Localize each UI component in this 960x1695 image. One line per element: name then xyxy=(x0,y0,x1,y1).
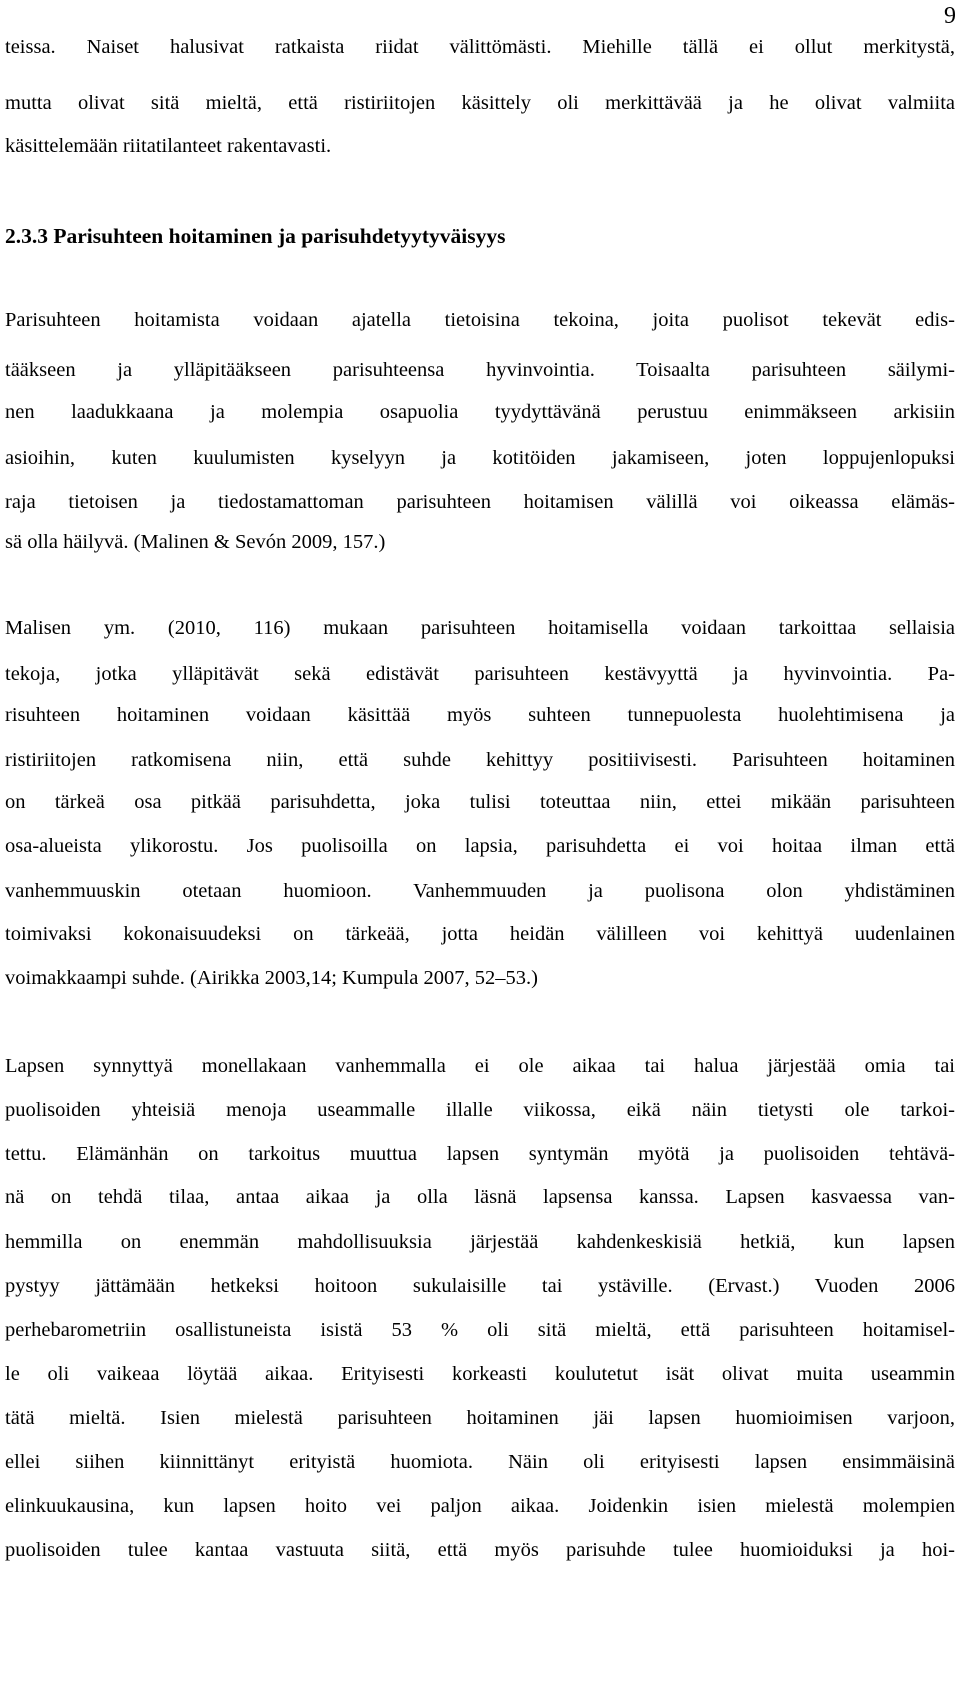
paragraph2-line-9: voimakkaampi suhde. (Airikka 2003,14; Kumpula 2007, 52–53.) xyxy=(5,967,538,989)
paragraph2-line-7: vanhemmuuskin otetaan huomioon. Vanhemmuuden ja puolisona olon yhdistäminen xyxy=(5,880,955,902)
paragraph1-line-3: nen laadukkaana ja molempia osapuolia tyydyttävänä perustuu enimmäkseen arkisiin xyxy=(5,401,955,423)
paragraph2-line-4: ristiriitojen ratkomisena niin, että suhde kehittyy positiivisesti. Parisuhteen hoitaminen xyxy=(5,749,955,771)
paragraph3-line-12: puolisoiden tulee kantaa vastuuta siitä, että myös parisuhde tulee huomioiduksi ja hoi- xyxy=(5,1539,955,1561)
paragraph3-line-8: le oli vaikeaa löytää aikaa. Erityisesti korkeasti koulutetut isät olivat muita useammin xyxy=(5,1363,955,1385)
paragraph2-line-8: toimivaksi kokonaisuudeksi on tärkeää, jotta heidän välilleen voi kehittyä uudenlainen xyxy=(5,923,955,945)
paragraph3-line-4: nä on tehdä tilaa, antaa aikaa ja olla läsnä lapsensa kanssa. Lapsen kasvaessa van- xyxy=(5,1186,955,1208)
paragraph1-line-5: raja tietoisen ja tiedostamattoman parisuhteen hoitamisen välillä voi oikeassa elämäs- xyxy=(5,491,955,513)
paragraph1-line-6: sä olla häilyvä. (Malinen & Sevón 2009, 157.) xyxy=(5,531,386,553)
section-heading: 2.3.3 Parisuhteen hoitaminen ja parisuhdetyytyväisyys xyxy=(5,224,506,248)
paragraph1-line-4: asioihin, kuten kuulumisten kyselyyn ja kotitöiden jakamiseen, joten loppujenlopuksi xyxy=(5,447,955,469)
paragraph3-line-6: pystyy jättämään hetkeksi hoitoon sukulaisille tai ystäville. (Ervast.) Vuoden 2006 xyxy=(5,1275,955,1297)
paragraph3-line-9: tätä mieltä. Isien mielestä parisuhteen hoitaminen jäi lapsen huomioimisen varjoon, xyxy=(5,1407,955,1429)
paragraph2-line-2: tekoja, jotka ylläpitävät sekä edistävät parisuhteen kestävyyttä ja hyvinvointia. Pa- xyxy=(5,663,955,685)
paragraph3-line-10: ellei siihen kiinnittänyt erityistä huomiota. Näin oli erityisesti lapsen ensimmäisinä xyxy=(5,1451,955,1473)
paragraph3-line-11: elinkuukausina, kun lapsen hoito vei paljon aikaa. Joidenkin isien mielestä molempien xyxy=(5,1495,955,1517)
paragraph2-line-5: on tärkeä osa pitkää parisuhdetta, joka tulisi toteuttaa niin, ettei mikään parisuhteen xyxy=(5,791,955,813)
paragraph2-line-1: Malisen ym. (2010, 116) mukaan parisuhteen hoitamisella voidaan tarkoittaa sellaisia xyxy=(5,617,955,639)
intro-line-2: mutta olivat sitä mieltä, että ristiriitojen käsittely oli merkittävää ja he olivat valmiita xyxy=(5,92,955,114)
intro-line-3: käsittelemään riitatilanteet rakentavasti. xyxy=(5,135,332,157)
paragraph2-line-6: osa-alueista ylikorostu. Jos puolisoilla on lapsia, parisuhdetta ei voi hoitaa ilman että xyxy=(5,835,955,857)
paragraph1-line-2: tääkseen ja ylläpitääkseen parisuhteensa hyvinvointia. Toisaalta parisuhteen säilymi- xyxy=(5,359,955,381)
paragraph1-line-1: Parisuhteen hoitamista voidaan ajatella tietoisina tekoina, joita puolisot tekevät edis- xyxy=(5,309,955,331)
paragraph3-line-1: Lapsen synnyttyä monellakaan vanhemmalla ei ole aikaa tai halua järjestää omia tai xyxy=(5,1055,955,1077)
paragraph2-line-3: risuhteen hoitaminen voidaan käsittää myös suhteen tunnepuolesta huolehtimisena ja xyxy=(5,704,955,726)
paragraph3-line-2: puolisoiden yhteisiä menoja useammalle illalle viikossa, eikä näin tietysti ole tarkoi- xyxy=(5,1099,955,1121)
paragraph3-line-7: perhebarometriin osallistuneista isistä 53 % oli sitä mieltä, että parisuhteen hoitamisel- xyxy=(5,1319,955,1341)
paragraph3-line-3: tettu. Elämänhän on tarkoitus muuttua lapsen syntymän myötä ja puolisoiden tehtävä- xyxy=(5,1143,955,1165)
paragraph3-line-5: hemmilla on enemmän mahdollisuuksia järjestää kahdenkeskisiä hetkiä, kun lapsen xyxy=(5,1231,955,1253)
intro-line-1: teissa. Naiset halusivat ratkaista riidat välittömästi. Miehille tällä ei ollut merkitystä, xyxy=(5,36,955,58)
page-number: 9 xyxy=(944,3,956,29)
